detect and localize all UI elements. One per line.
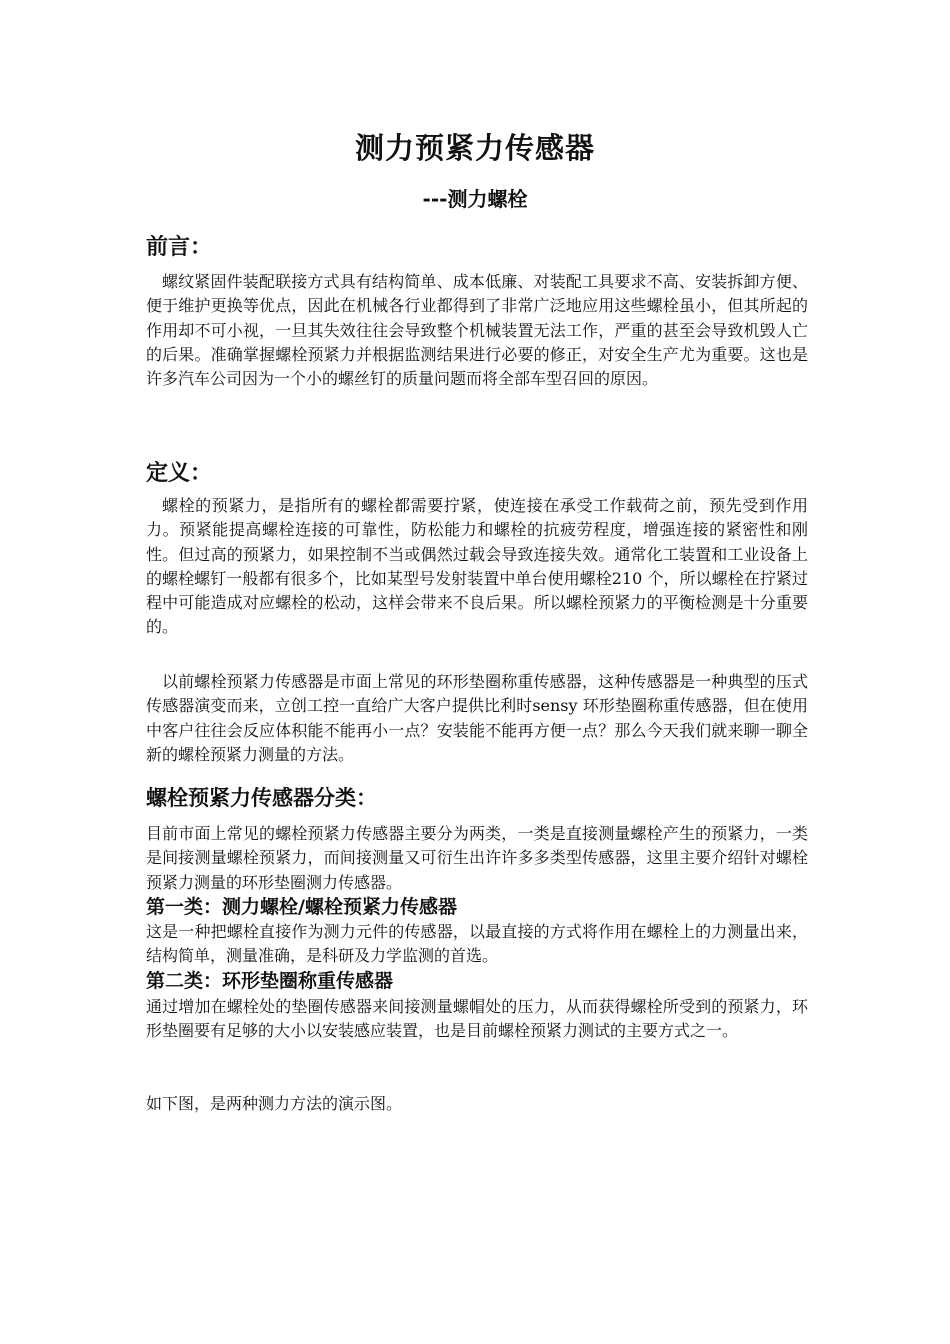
- document-title: 测力预紧力传感器: [354, 131, 595, 165]
- preface-heading: 前言：: [146, 234, 213, 260]
- definition-paragraph-2: 以前螺栓预紧力传感器是市面上常见的环形垫圈称重传感器，这种传感器是一种典型的压式传感器演变而来，立创工控一直给广大客户提供比利时sensy 环形垫圈称重传感器，但在使用中客户往往会反应体积能不能再小一点？安装能不能再方便一点？那么今天我们就来聊一聊全新的螺栓预紧力测量的方法。: [146, 672, 808, 764]
- type2-paragraph: 通过增加在螺栓处的垫圈传感器来间接测量螺帽处的压力，从而获得螺栓所受到的预紧力，环形垫圈要有足够的大小以安装感应装置，也是目前螺栓预紧力测试的主要方式之一。: [146, 997, 808, 1041]
- figure-note: 如下图，是两种测力方法的演示图。: [146, 1094, 403, 1113]
- document-subtitle: ---测力螺栓: [422, 187, 528, 211]
- type2-heading: 第二类：环形垫圈称重传感器: [146, 970, 394, 992]
- definition-heading: 定义：: [146, 460, 213, 486]
- preface-paragraph: 螺纹紧固件装配联接方式具有结构简单、成本低廉、对装配工具要求不高、安装拆卸方便、便于维护更换等优点，因此在机械各行业都得到了非常广泛地应用这些螺栓虽小，但其所起的作用却不可小视，一旦其失效往往会导致整个机械装置无法工作，严重的甚至会导致机毁人亡的后果。准确掌握螺栓预紧力并根据监测结果进行必要的修正，对安全生产尤为重要。这也是许多汽车公司因为一个小的螺丝钉的质量问题而将全部车型召回的原因。: [146, 272, 808, 389]
- type1-paragraph: 这是一种把螺栓直接作为测力元件的传感器，以最直接的方式将作用在螺栓上的力测量出来，结构简单，测量准确，是科研及力学监测的首选。: [146, 922, 808, 966]
- classification-paragraph: 目前市面上常见的螺栓预紧力传感器主要分为两类，一类是直接测量螺栓产生的预紧力，一类是间接测量螺栓预紧力，而间接测量又可衍生出许许多多类型传感器，这里主要介绍针对螺栓预紧力测量的环形垫圈测力传感器。: [146, 824, 808, 892]
- definition-paragraph-1: 螺栓的预紧力，是指所有的螺栓都需要拧紧，使连接在承受工作载荷之前，预先受到作用力。预紧能提高螺栓连接的可靠性，防松能力和螺栓的抗疲劳程度，增强连接的紧密性和刚性。但过高的预紧力，如果控制不当或偶然过载会导致连接失效。通常化工装置和工业设备上的螺栓螺钉一般都有很多个，比如某型号发射装置中单台使用螺栓210 个，所以螺栓在拧紧过程中可能造成对应螺栓的松动，这样会带来不良后果。所以螺栓预紧力的平衡检测是十分重要的。: [146, 496, 808, 637]
- type1-heading: 第一类：测力螺栓/螺栓预紧力传感器: [146, 896, 457, 918]
- classification-heading: 螺栓预紧力传感器分类：: [146, 785, 377, 810]
